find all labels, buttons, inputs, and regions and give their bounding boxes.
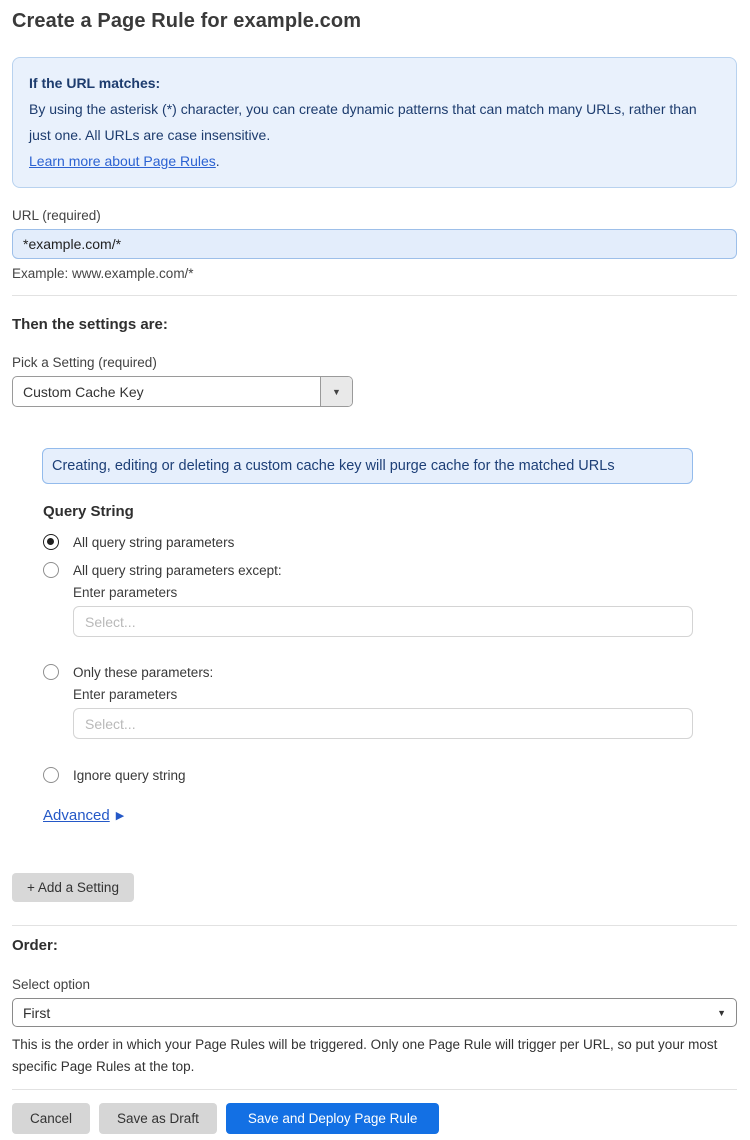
radio-all-params-except[interactable] (43, 562, 737, 578)
divider (12, 1089, 737, 1090)
cancel-button[interactable]: Cancel (12, 1103, 90, 1134)
order-select[interactable] (12, 998, 737, 1027)
advanced-link-label: Advanced (43, 807, 110, 824)
footer-actions (12, 1103, 737, 1134)
setting-select-value: Custom Cache Key (23, 383, 144, 400)
chevron-down-icon[interactable]: ▼ (320, 377, 352, 406)
info-box-body: By using the asterisk (*) character, you can create dynamic patterns that can match many URLs, rather than just one. All URLs are case insensitive. (29, 101, 697, 143)
only-parameters-input[interactable] (73, 708, 693, 739)
setting-select[interactable] (12, 376, 353, 407)
info-box-heading: If the URL matches: (29, 75, 161, 91)
pick-setting-label: Pick a Setting (required) (12, 355, 157, 370)
order-select-value: First (23, 1004, 51, 1021)
url-example-text: Example: www.example.com/* (12, 266, 194, 281)
order-heading: Order: (12, 937, 58, 954)
url-label: URL (required) (12, 208, 101, 223)
chevron-down-icon: ▼ (717, 1007, 726, 1018)
cache-purge-notice: Creating, editing or deleting a custom cache key will purge cache for the matched URLs (42, 448, 693, 484)
url-input[interactable] (12, 229, 737, 259)
info-box-link-line (29, 148, 720, 174)
radio-button-icon[interactable] (43, 534, 59, 550)
except-parameters-input[interactable] (73, 606, 693, 637)
save-as-draft-button[interactable]: Save as Draft (99, 1103, 217, 1134)
radio-label: Ignore query string (73, 767, 186, 783)
advanced-link[interactable] (43, 807, 124, 824)
add-setting-button[interactable]: + Add a Setting (12, 873, 134, 902)
radio-label: All query string parameters except: (73, 562, 282, 578)
radio-ignore-query-string[interactable] (43, 767, 737, 783)
enter-parameters-label: Enter parameters (73, 585, 178, 600)
divider (12, 925, 737, 926)
link-suffix: . (215, 153, 220, 169)
radio-label: Only these parameters: (73, 664, 214, 680)
radio-button-icon[interactable] (43, 562, 59, 578)
radio-all-query-params[interactable] (43, 534, 737, 550)
caret-right-icon: ▶ (115, 810, 125, 822)
learn-more-link[interactable]: Learn more about Page Rules (29, 153, 216, 169)
url-match-info-box (12, 57, 737, 188)
settings-heading: Then the settings are: (12, 316, 168, 333)
query-string-heading: Query String (43, 503, 134, 520)
order-help-text: This is the order in which your Page Rules will be triggered. Only one Page Rule will trigger per URL, so put your most specific Page Rules at the top. (12, 1037, 718, 1074)
radio-button-icon[interactable] (43, 664, 59, 680)
select-option-label: Select option (12, 977, 91, 992)
radio-only-these-params[interactable] (43, 664, 737, 680)
radio-button-icon[interactable] (43, 767, 59, 783)
page-title: Create a Page Rule for example.com (12, 10, 362, 32)
page-rule-form (0, 10, 750, 1134)
radio-label: All query string parameters (73, 534, 235, 550)
enter-parameters-label: Enter parameters (73, 687, 178, 702)
divider (12, 295, 737, 296)
advanced-link-row (12, 783, 737, 825)
save-and-deploy-button[interactable]: Save and Deploy Page Rule (226, 1103, 440, 1134)
